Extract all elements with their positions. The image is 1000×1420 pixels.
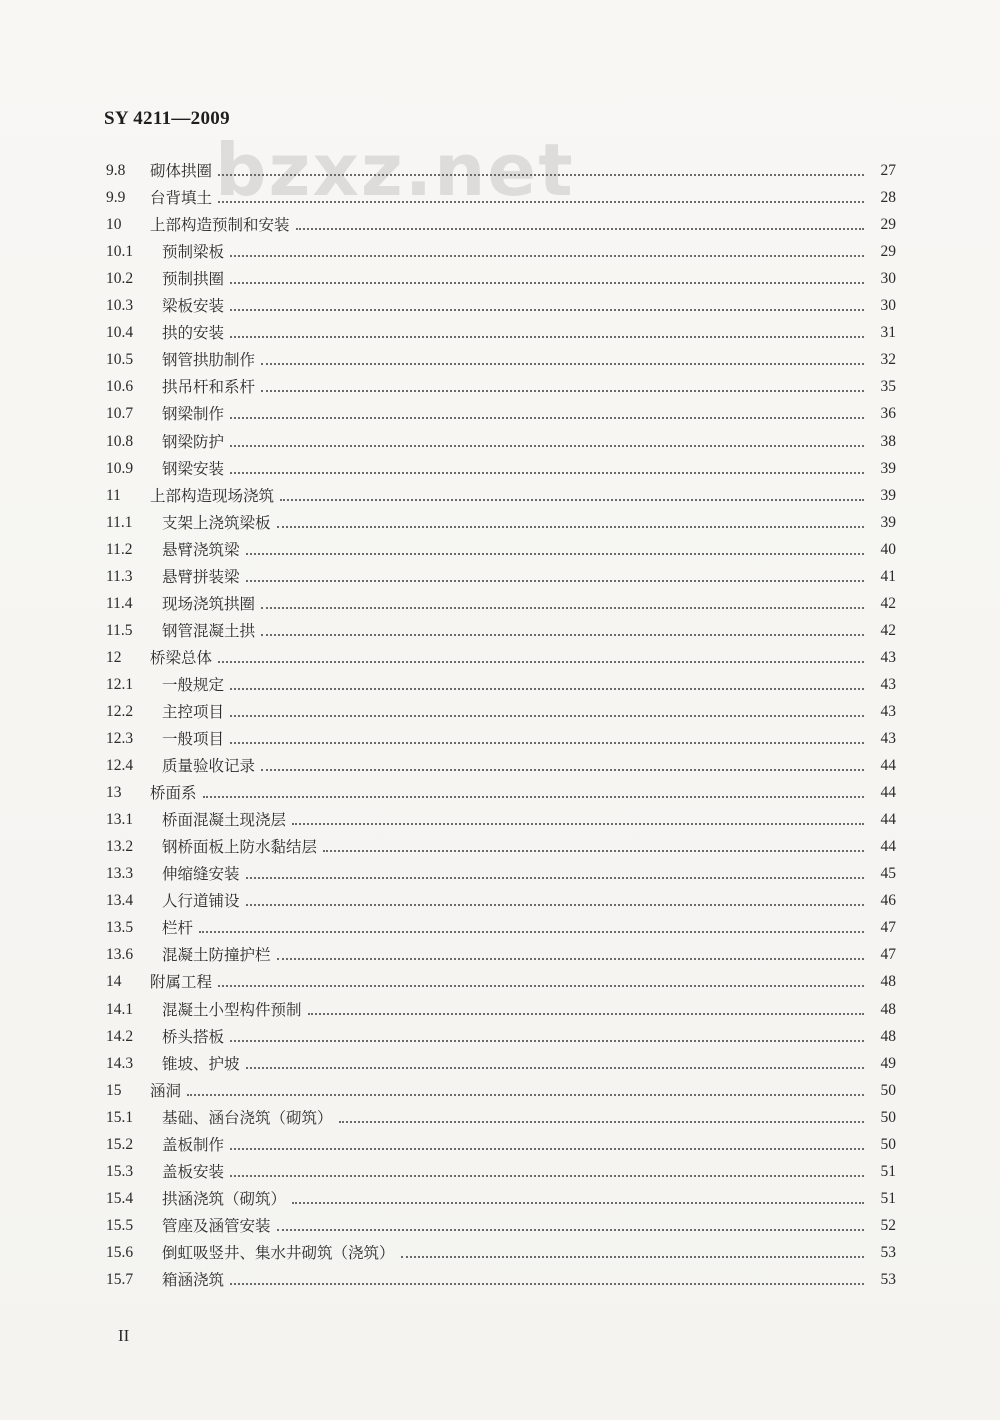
toc-entry-number: 9.9 — [106, 189, 126, 207]
toc-entry-page: 43 — [880, 702, 896, 720]
toc-entry-title: 预制拱圈 — [162, 270, 225, 289]
toc-entry-page: 47 — [880, 946, 896, 964]
dot-leader — [230, 335, 864, 338]
toc-entry — [106, 775, 896, 802]
dot-leader — [277, 525, 864, 528]
toc-entry-page: 44 — [880, 838, 896, 856]
dot-leader — [246, 876, 864, 879]
toc-entry-page: 50 — [880, 1135, 896, 1153]
toc-entry-page: 49 — [880, 1054, 896, 1072]
toc-entry-page: 43 — [880, 730, 896, 748]
toc-entry-page: 31 — [880, 324, 896, 342]
toc-entry — [106, 721, 896, 748]
dot-leader — [230, 1039, 864, 1042]
toc-entry-number: 15.2 — [106, 1135, 134, 1153]
toc-entry-page: 42 — [880, 621, 896, 639]
toc-entry-title: 上部构造现场浇筑 — [150, 486, 275, 505]
toc-entry-page: 29 — [880, 216, 896, 234]
toc-entry-number: 10.6 — [106, 378, 134, 396]
toc-entry-title: 混凝土防撞护栏 — [162, 946, 271, 965]
toc-entry-title: 管座及涵管安装 — [162, 1216, 271, 1235]
toc-entry-page: 44 — [880, 784, 896, 802]
toc-entry-number: 15.6 — [106, 1243, 134, 1261]
toc-entry-number: 10.1 — [106, 243, 134, 261]
toc-entry-number: 13.3 — [106, 865, 134, 883]
dot-leader — [261, 633, 864, 636]
toc-entry-title: 支架上浇筑梁板 — [162, 513, 271, 532]
toc-entry-number: 15.5 — [106, 1216, 134, 1234]
toc-entry — [106, 180, 896, 207]
toc-entry — [106, 207, 896, 234]
dot-leader — [203, 795, 864, 798]
toc-entry — [106, 1046, 896, 1073]
toc-entry-page: 44 — [880, 757, 896, 775]
toc-entry-title: 伸缩缝安装 — [162, 865, 240, 884]
toc-entry-number: 14 — [106, 973, 122, 991]
dot-leader — [230, 416, 864, 419]
toc-entry-number: 11.1 — [106, 513, 133, 531]
dot-leader — [218, 984, 864, 987]
toc-entry-number: 10.7 — [106, 405, 134, 423]
dot-leader — [401, 1255, 864, 1258]
toc-entry-page: 53 — [880, 1270, 896, 1288]
toc-entry-number: 15.1 — [106, 1108, 134, 1126]
toc-entry-number: 15 — [106, 1081, 122, 1099]
toc-entry-title: 钢梁安装 — [162, 459, 225, 478]
toc-entry-page: 46 — [880, 892, 896, 910]
toc-entry-number: 13.2 — [106, 838, 134, 856]
toc-entry-title: 倒虹吸竖井、集水井砌筑（浇筑） — [162, 1243, 395, 1262]
toc-entry-title: 现场浇筑拱圈 — [162, 594, 256, 613]
toc-entry-page: 44 — [880, 811, 896, 829]
toc-entry-number: 10.3 — [106, 297, 134, 315]
toc-entry-title: 箱涵浇筑 — [162, 1270, 225, 1289]
dot-leader — [230, 1147, 864, 1150]
toc-entry-title: 盖板制作 — [162, 1135, 225, 1154]
toc-entry-number: 12.4 — [106, 757, 134, 775]
toc-entry-number: 12.1 — [106, 675, 134, 693]
toc-entry — [106, 883, 896, 910]
toc-entry — [106, 342, 896, 369]
toc-entry-page: 48 — [880, 973, 896, 991]
toc-entry-title: 预制梁板 — [162, 243, 225, 262]
toc-entry-title: 栏杆 — [162, 919, 194, 938]
toc-entry-title: 锥坡、护坡 — [162, 1054, 240, 1073]
toc-entry-title: 钢梁防护 — [162, 432, 225, 451]
toc-entry — [106, 505, 896, 532]
toc-entry-title: 基础、涵台浇筑（砌筑） — [162, 1108, 333, 1127]
toc-entry-title: 钢管混凝土拱 — [162, 621, 256, 640]
toc-entry — [106, 1019, 896, 1046]
toc-entry-title: 拱的安装 — [162, 324, 225, 343]
toc-entry-number: 15.4 — [106, 1189, 134, 1207]
toc-entry-number: 13.4 — [106, 892, 134, 910]
toc-entry — [106, 1235, 896, 1262]
toc-entry — [106, 423, 896, 450]
toc-entry-page: 51 — [880, 1162, 896, 1180]
dot-leader — [246, 1066, 864, 1069]
toc-entry — [106, 829, 896, 856]
toc-entry-title: 拱吊杆和系杆 — [162, 378, 256, 397]
dot-leader — [218, 660, 864, 663]
dot-leader — [292, 822, 864, 825]
toc-entry — [106, 1181, 896, 1208]
toc-entry — [106, 667, 896, 694]
toc-entry-number: 13.1 — [106, 811, 134, 829]
dot-leader — [230, 1174, 864, 1177]
toc-entry-number: 11 — [106, 486, 121, 504]
toc-entry — [106, 315, 896, 342]
dot-leader — [230, 714, 864, 717]
toc-entry-page: 39 — [880, 513, 896, 531]
toc-entry-page: 30 — [880, 270, 896, 288]
dot-leader — [261, 606, 864, 609]
table-of-contents — [106, 153, 896, 1289]
toc-entry-page: 50 — [880, 1108, 896, 1126]
toc-entry-number: 10.5 — [106, 351, 134, 369]
dot-leader — [187, 1093, 864, 1096]
toc-entry-title: 盖板安装 — [162, 1162, 225, 1181]
dot-leader — [230, 741, 864, 744]
dot-leader — [230, 687, 864, 690]
dot-leader — [261, 362, 864, 365]
toc-entry — [106, 1154, 896, 1181]
toc-entry-title: 钢管拱肋制作 — [162, 351, 256, 370]
toc-entry — [106, 586, 896, 613]
toc-entry-page: 48 — [880, 1000, 896, 1018]
toc-entry-title: 一般规定 — [162, 675, 225, 694]
toc-entry — [106, 478, 896, 505]
dot-leader — [246, 579, 864, 582]
toc-entry-page: 53 — [880, 1243, 896, 1261]
toc-entry-page: 32 — [880, 351, 896, 369]
toc-entry-number: 11.4 — [106, 594, 133, 612]
page-number: II — [118, 1326, 130, 1345]
toc-entry — [106, 261, 896, 288]
dot-leader — [199, 930, 864, 933]
dot-leader — [218, 200, 864, 203]
toc-entry — [106, 1100, 896, 1127]
toc-entry-title: 拱涵浇筑（砌筑） — [162, 1189, 287, 1208]
dot-leader — [277, 957, 864, 960]
toc-entry — [106, 234, 896, 261]
dot-leader — [230, 1282, 864, 1285]
toc-entry — [106, 1208, 896, 1235]
toc-entry-number: 15.3 — [106, 1162, 134, 1180]
toc-entry-page: 35 — [880, 378, 896, 396]
toc-entry-number: 15.7 — [106, 1270, 134, 1288]
toc-entry — [106, 937, 896, 964]
dot-leader — [339, 1120, 864, 1123]
toc-entry — [106, 910, 896, 937]
toc-entry-page: 43 — [880, 648, 896, 666]
toc-entry-number: 10.8 — [106, 432, 134, 450]
toc-entry-page: 40 — [880, 540, 896, 558]
toc-entry-title: 一般项目 — [162, 730, 225, 749]
toc-entry-number: 14.3 — [106, 1054, 134, 1072]
toc-entry-title: 钢梁制作 — [162, 405, 225, 424]
toc-entry-page: 51 — [880, 1189, 896, 1207]
toc-entry-title: 钢桥面板上防水黏结层 — [162, 838, 318, 857]
toc-entry — [106, 640, 896, 667]
toc-entry-title: 主控项目 — [162, 702, 225, 721]
toc-entry-title: 桥梁总体 — [150, 648, 213, 667]
toc-entry-title: 上部构造预制和安装 — [150, 216, 290, 235]
toc-entry — [106, 964, 896, 991]
toc-entry-number: 10.9 — [106, 459, 134, 477]
toc-entry-title: 桥头搭板 — [162, 1027, 225, 1046]
toc-entry — [106, 153, 896, 180]
dot-leader — [246, 903, 864, 906]
toc-entry-page: 48 — [880, 1027, 896, 1045]
toc-entry-number: 13.6 — [106, 946, 134, 964]
toc-entry — [106, 288, 896, 315]
toc-entry — [106, 991, 896, 1018]
dot-leader — [246, 552, 864, 555]
toc-entry-page: 43 — [880, 675, 896, 693]
toc-entry-number: 10.2 — [106, 270, 134, 288]
toc-entry-title: 质量验收记录 — [162, 757, 256, 776]
toc-entry-number: 10 — [106, 216, 122, 234]
toc-entry-page: 29 — [880, 243, 896, 261]
toc-entry — [106, 532, 896, 559]
toc-entry-title: 悬臂拼装梁 — [162, 567, 240, 586]
dot-leader — [230, 281, 864, 284]
document-code-header: SY 4211—2009 — [104, 108, 230, 129]
toc-entry — [106, 748, 896, 775]
toc-entry-page: 39 — [880, 486, 896, 504]
toc-entry-number: 11.2 — [106, 540, 133, 558]
toc-entry-page: 30 — [880, 297, 896, 315]
toc-entry — [106, 396, 896, 423]
toc-entry — [106, 451, 896, 478]
toc-entry-number: 13 — [106, 784, 122, 802]
toc-entry-number: 14.1 — [106, 1000, 134, 1018]
toc-entry-page: 45 — [880, 865, 896, 883]
toc-entry-number: 12 — [106, 648, 122, 666]
toc-entry-title: 人行道铺设 — [162, 892, 240, 911]
toc-entry-title: 悬臂浇筑梁 — [162, 540, 240, 559]
toc-entry — [106, 613, 896, 640]
dot-leader — [261, 389, 864, 392]
toc-entry-title: 桥面混凝土现浇层 — [162, 811, 287, 830]
toc-entry-page: 38 — [880, 432, 896, 450]
toc-entry-number: 11.3 — [106, 567, 133, 585]
dot-leader — [261, 768, 864, 771]
dot-leader — [277, 1228, 864, 1231]
dot-leader — [292, 1201, 864, 1204]
toc-entry-number: 10.4 — [106, 324, 134, 342]
dot-leader — [296, 227, 864, 230]
toc-entry-page: 42 — [880, 594, 896, 612]
toc-entry-page: 39 — [880, 459, 896, 477]
toc-entry-number: 12.3 — [106, 730, 134, 748]
toc-entry-number: 9.8 — [106, 162, 126, 180]
dot-leader — [230, 254, 864, 257]
toc-entry-page: 52 — [880, 1216, 896, 1234]
toc-entry-number: 13.5 — [106, 919, 134, 937]
toc-entry-title: 混凝土小型构件预制 — [162, 1000, 302, 1019]
dot-leader — [280, 498, 864, 501]
dot-leader — [218, 173, 864, 176]
toc-entry-number: 11.5 — [106, 621, 133, 639]
toc-entry-title: 桥面系 — [150, 784, 197, 803]
dot-leader — [230, 444, 864, 447]
dot-leader — [230, 471, 864, 474]
toc-entry-number: 14.2 — [106, 1027, 134, 1045]
dot-leader — [230, 308, 864, 311]
toc-entry-number: 12.2 — [106, 702, 134, 720]
toc-entry-page: 50 — [880, 1081, 896, 1099]
dot-leader — [323, 849, 864, 852]
toc-entry-page: 28 — [880, 189, 896, 207]
toc-entry — [106, 856, 896, 883]
toc-entry — [106, 1073, 896, 1100]
toc-entry — [106, 802, 896, 829]
toc-entry-title: 台背填土 — [150, 189, 213, 208]
dot-leader — [308, 1012, 864, 1015]
toc-entry — [106, 1262, 896, 1289]
toc-entry — [106, 559, 896, 586]
toc-entry — [106, 694, 896, 721]
toc-entry-page: 36 — [880, 405, 896, 423]
watermark-text: bzxz.net — [215, 128, 575, 212]
toc-entry — [106, 1127, 896, 1154]
toc-entry-page: 47 — [880, 919, 896, 937]
toc-entry-title: 梁板安装 — [162, 297, 225, 316]
toc-entry-page: 27 — [880, 162, 896, 180]
toc-entry-title: 砌体拱圈 — [150, 162, 213, 181]
toc-entry-page: 41 — [880, 567, 896, 585]
toc-entry-title: 附属工程 — [150, 973, 213, 992]
toc-entry — [106, 369, 896, 396]
toc-entry-title: 涵洞 — [150, 1081, 182, 1100]
